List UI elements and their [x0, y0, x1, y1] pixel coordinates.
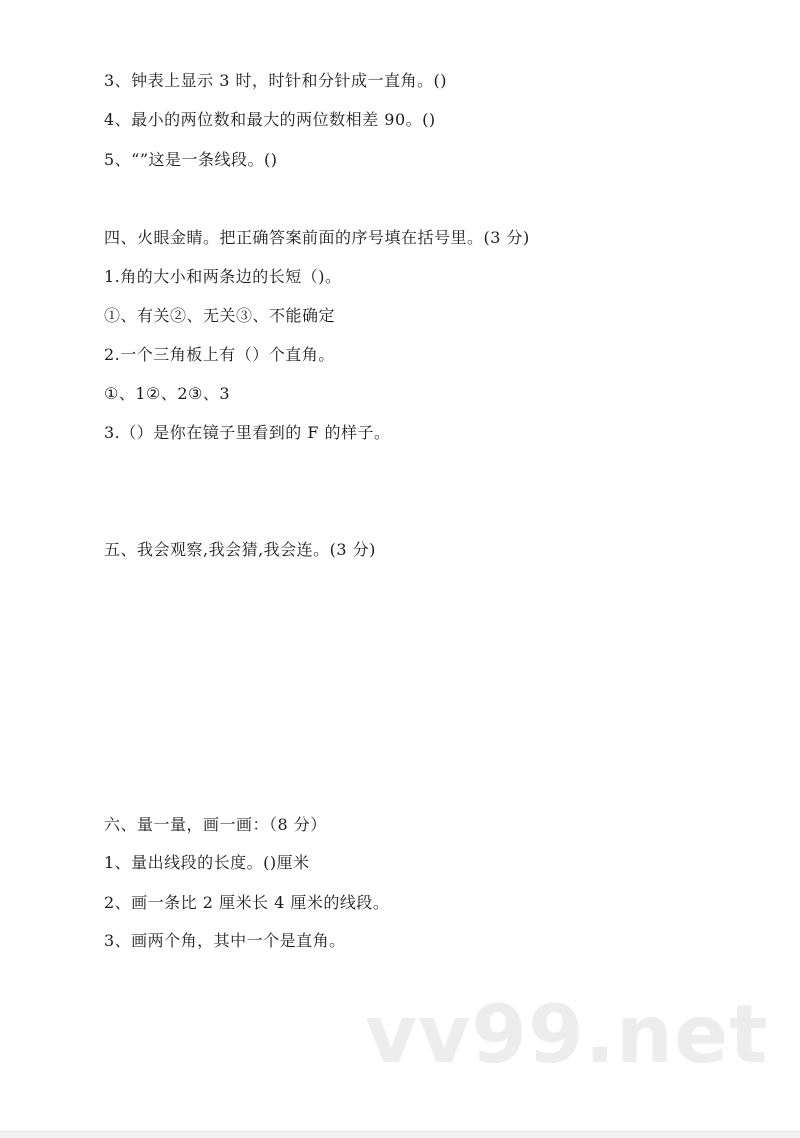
question-6-3: 3、画两个角，其中一个是直角。 — [104, 931, 346, 950]
question-4-2: 2.一个三角板上有（）个直角。 — [104, 345, 335, 364]
watermark-text: vv99.net — [365, 988, 769, 1081]
question-4-3: 3.（）是你在镜子里看到的 F 的样子。 — [104, 423, 391, 442]
question-4-1: 1.角的大小和两条边的长短（)。 — [104, 267, 342, 286]
question-3-4: 4、最小的两位数和最大的两位数相差 90。() — [104, 110, 436, 129]
question-6-1: 1、量出线段的长度。()厘米 — [104, 853, 310, 872]
question-6-2: 2、画一条比 2 厘米长 4 厘米的线段。 — [104, 893, 390, 912]
question-4-1-options: ①、有关②、无关③、不能确定 — [104, 306, 336, 325]
question-3-3: 3、钟表上显示 3 时，时针和分针成一直角。() — [104, 71, 448, 90]
question-4-2-options: ①、1②、2③、3 — [104, 384, 231, 403]
section-4-heading: 四、火眼金睛。把正确答案前面的序号填在括号里。(3 分) — [104, 228, 530, 247]
section-6-heading: 六、量一量，画一画：（8 分） — [104, 815, 327, 834]
question-3-5: 5、“”这是一条线段。() — [104, 150, 278, 169]
section-5-heading: 五、我会观察,我会猜,我会连。(3 分) — [104, 540, 376, 559]
